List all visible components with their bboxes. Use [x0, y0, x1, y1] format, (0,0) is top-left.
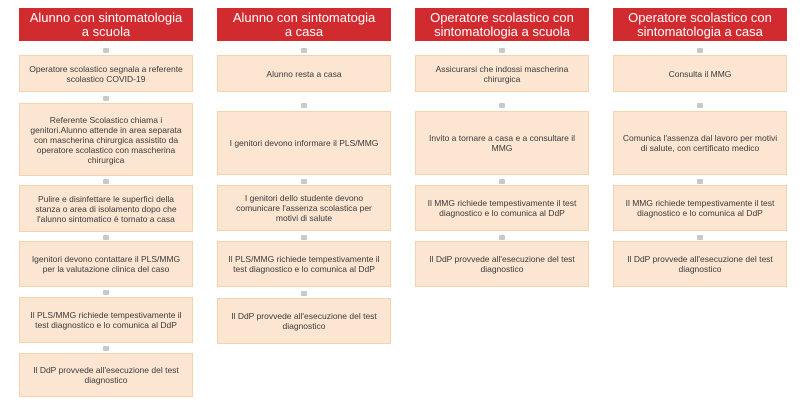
flow-arrow	[499, 179, 505, 184]
step-box	[613, 55, 787, 92]
step-text: I genitori dello studente devono comunicare l'assenza scolastica per motivi di salute	[236, 193, 372, 223]
step-text: Il DdP provvede all'esecuzione del test diagnostico	[627, 254, 773, 274]
flow-arrow	[103, 290, 109, 295]
step-text: Invito a tornare a casa e a consultare il MMG	[429, 133, 575, 153]
flow-arrow	[499, 48, 505, 53]
step-box	[415, 111, 589, 175]
step-text: Il MMG richiede tempestivamente il test diagnostico e lo comunica al DdP	[625, 198, 775, 218]
flow-arrow	[301, 48, 307, 53]
flow-arrow	[301, 235, 307, 240]
flow-arrow	[103, 235, 109, 240]
step-box	[19, 185, 193, 232]
flow-arrow	[697, 235, 703, 240]
flow-arrow	[301, 291, 307, 296]
step-box	[19, 297, 193, 343]
step-text: Il MMG richiede tempestivamente il test diagnostico e lo comunica al DdP	[427, 198, 577, 218]
step-box	[19, 353, 193, 397]
flow-arrow	[301, 103, 307, 108]
step-box	[217, 55, 391, 92]
column-header	[19, 8, 193, 41]
column-title: Operatore scolastico con sintomatologia a scuola	[430, 9, 574, 39]
flow-arrow	[499, 235, 505, 240]
flow-arrow	[103, 346, 109, 351]
column-alunno-casa	[217, 8, 391, 331]
step-box	[415, 185, 589, 231]
flow-arrow	[697, 48, 703, 53]
column-operatore-scuola	[415, 8, 589, 274]
step-box	[19, 55, 193, 92]
step-text: I genitori devono informare il PLS/MMG	[229, 138, 379, 148]
column-header	[415, 8, 589, 41]
step-box	[217, 185, 391, 231]
column-title: Alunno con sintomatologia a scuola	[29, 9, 183, 39]
column-alunno-scuola	[19, 8, 193, 385]
step-text: Alunno resta a casa	[266, 68, 342, 79]
step-text: Il PLS/MMG richiede tempestivamente il test diagnostico e lo comunica al DdP	[228, 254, 380, 274]
step-text: Il DdP provvede all'esecuzione del test diagnostico	[33, 365, 179, 385]
flow-arrow	[697, 103, 703, 108]
step-text: Operatore scolastico segnala a referente scolastico COVID-19	[29, 63, 183, 84]
flow-arrow	[697, 179, 703, 184]
step-text: Il DdP provvede all'esecuzione del test diagnostico	[429, 254, 575, 274]
step-text: Pulire e disinfettare le superfici della stanza o area di isolamento dopo che l'alunno sintomatico è tornato a casa	[35, 193, 177, 224]
step-text: Referente Scolastico chiama i genitori.Alunno attende in area separata con mascherina chirurgica assistito da operatore scolastico con mascherina chirurgica	[30, 114, 182, 165]
column-title: Alunno con sintomatogia a casa	[232, 9, 376, 39]
column-header	[613, 8, 787, 41]
flow-arrow	[103, 96, 109, 101]
step-box	[415, 55, 589, 92]
step-text: Il PLS/MMG richiede tempestivamente il test diagnostico e lo comunica al DdP	[30, 310, 182, 330]
step-text: Il DdP provvede all'esecuzione del test diagnostico	[231, 311, 377, 331]
step-box	[217, 111, 391, 175]
step-text: Consulta il MMG	[668, 68, 732, 79]
flow-arrow	[499, 103, 505, 108]
flow-arrow	[301, 179, 307, 184]
step-box	[217, 241, 391, 287]
column-header	[217, 8, 391, 41]
step-box	[613, 111, 787, 175]
column-operatore-casa	[613, 8, 787, 274]
step-text: Comunica l'assenza dal lavoro per motivi di salute, con certificato medico	[622, 133, 778, 153]
step-box	[19, 241, 193, 287]
flow-arrow	[103, 179, 109, 184]
step-text: Assicurarsi che indossi mascherina chirurgica	[435, 63, 569, 84]
step-box	[613, 185, 787, 231]
step-text: Igenitori devono contattare il PLS/MMG per la valutazione clinica del caso	[31, 254, 181, 274]
step-box	[217, 298, 391, 344]
step-box	[415, 241, 589, 287]
step-box	[19, 103, 193, 176]
column-title: Operatore scolastico con sintomatologia a casa	[628, 9, 772, 39]
step-box	[613, 241, 787, 287]
flow-arrow	[103, 48, 109, 53]
